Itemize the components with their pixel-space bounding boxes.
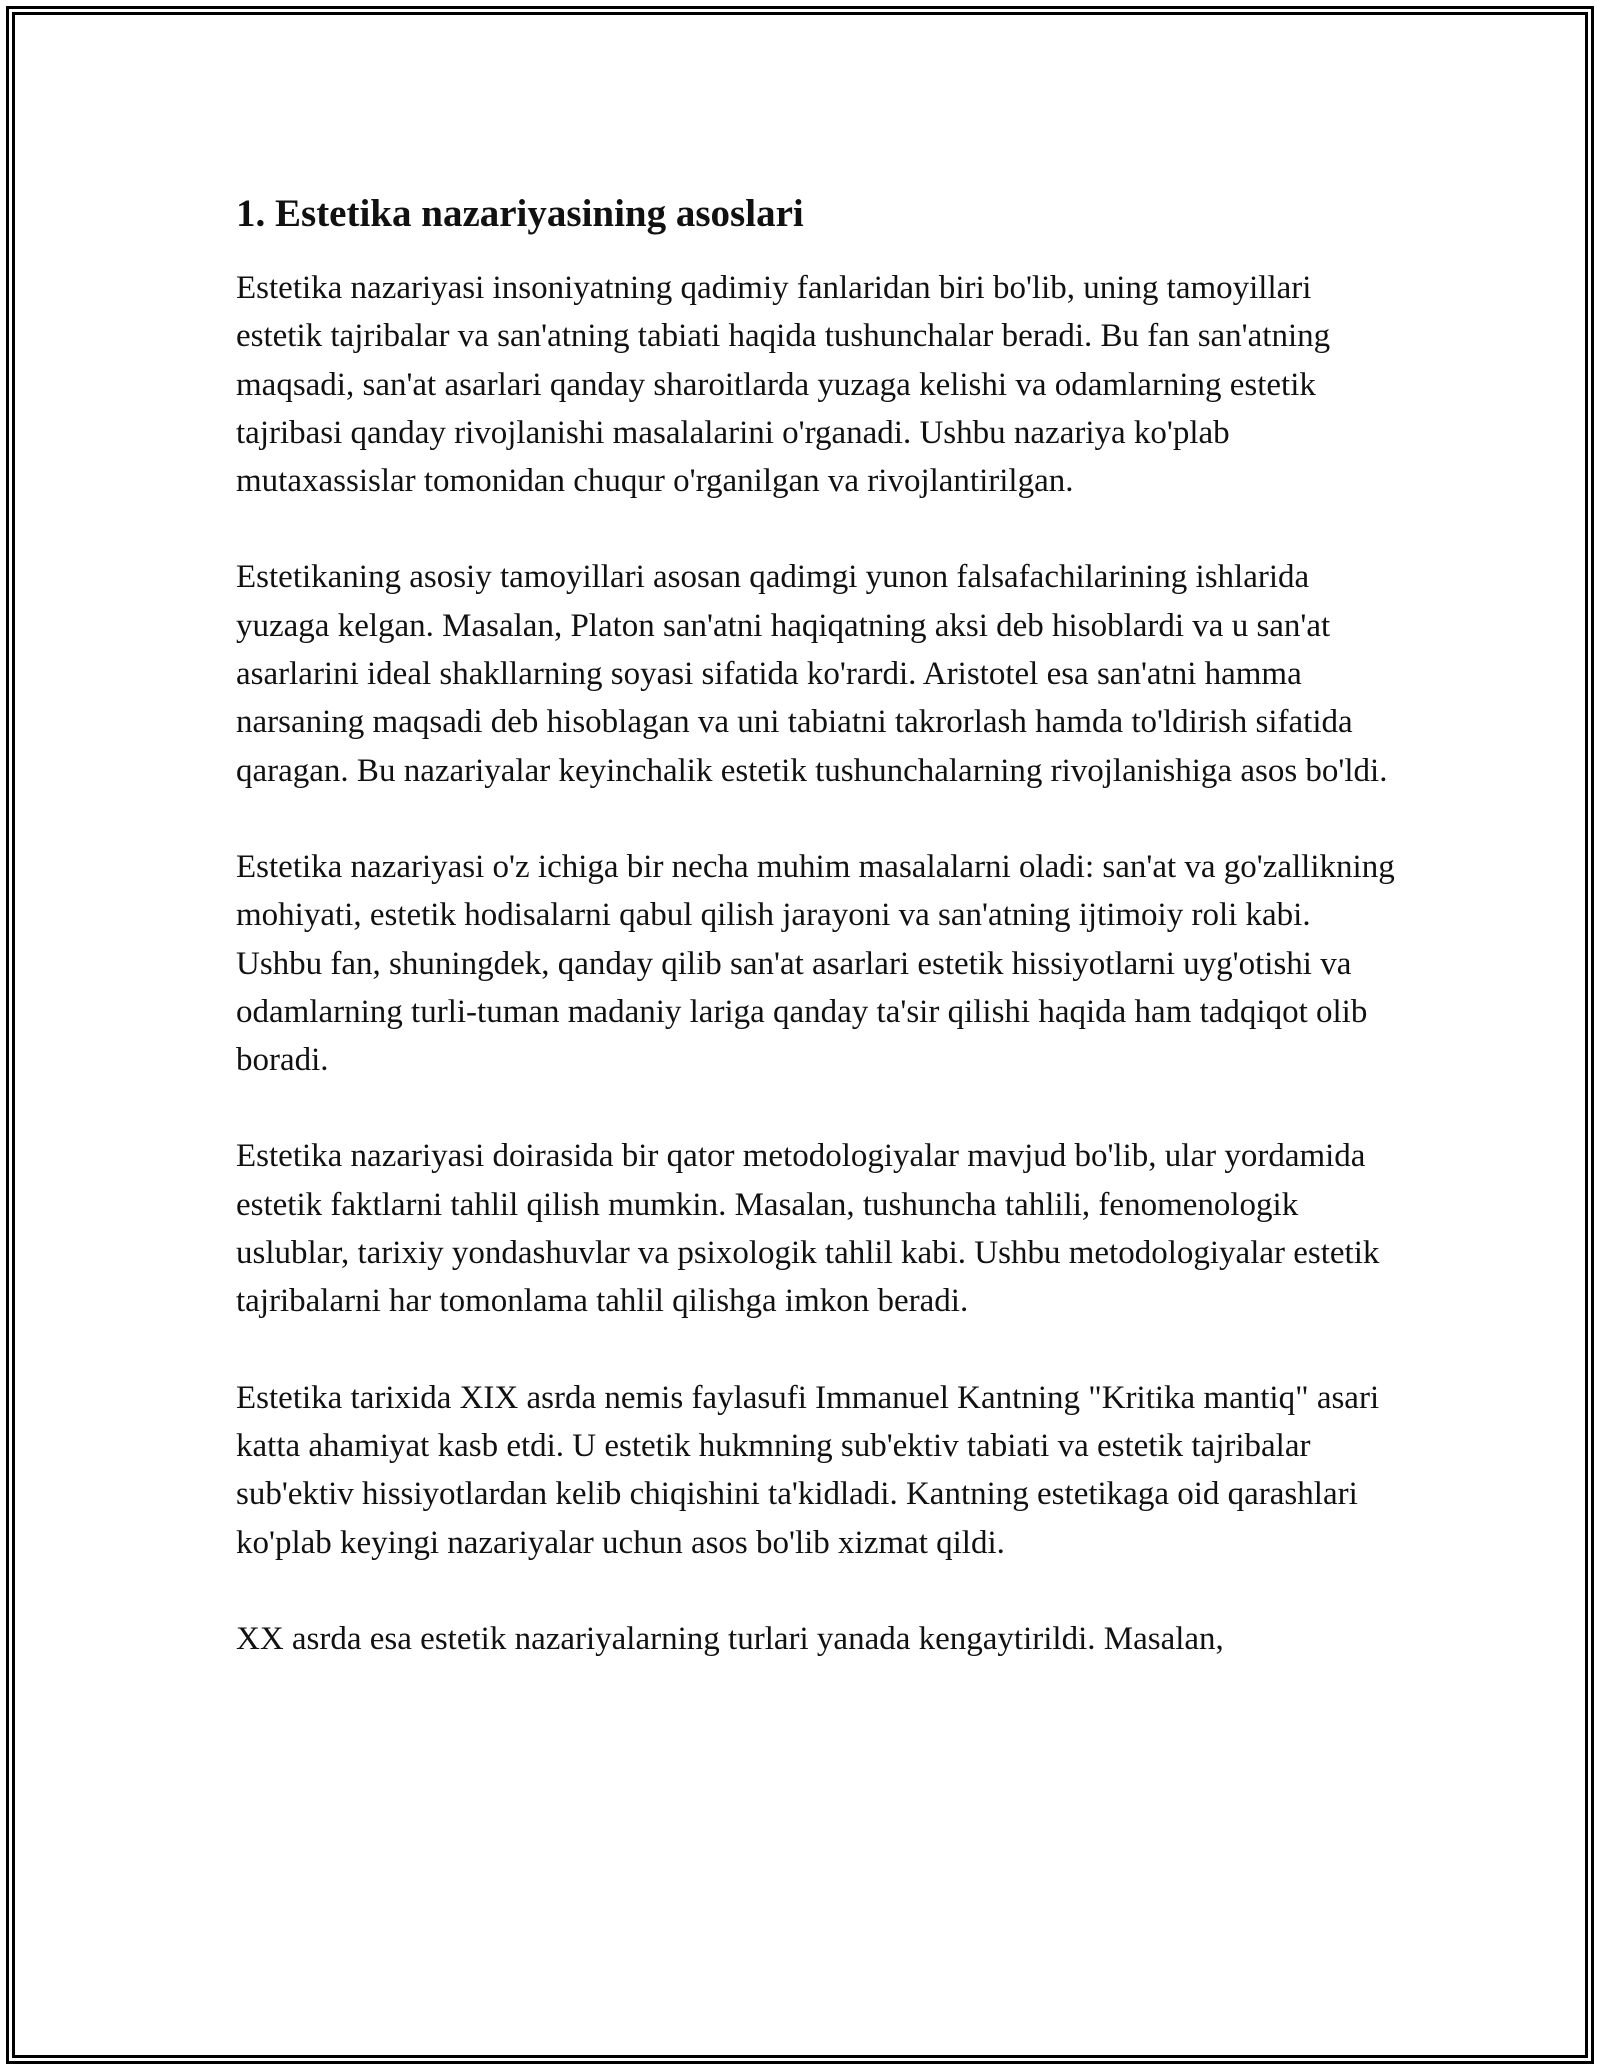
paragraph-1: Estetika nazariyasi insoniyatning qadimiy fanlaridan biri bo'lib, uning tamoyillari estetik tajribalar va san'atning tabiati haqida tushunchalar beradi. Bu fan san'atning maqsadi, san'at asarlari qanday sharoitlarda yuzaga kelishi va odamlarning estetik tajribasi qanday rivojlanishi masalalarini o'rganadi. Ushbu nazariya ko'plab mutaxassislar tomonidan chuqur o'rganilgan va rivojlantirilgan.: [236, 270, 1331, 500]
section-heading: 1. Estetika nazariyasining asoslari: [236, 192, 804, 235]
paragraph-5: Estetika tarixida XIX asrda nemis faylasufi Immanuel Kantning "Kritika mantiq" asari katta ahamiyat kasb etdi. U estetik hukmning sub'ektiv tabiati va estetik tajribalar sub'ektiv hissiyotlardan kelib chiqishini ta'kidladi. Kantning estetikaga oid qarashlari ko'plab keyingi nazariyalar uchun asos bo'lib xizmat qildi.: [236, 1379, 1380, 1561]
paragraph-2: Estetikaning asosiy tamoyillari asosan qadimgi yunon falsafachilarining ishlarida yuzaga kelgan. Masalan, Platon san'atni haqiqatning aksi deb hisoblardi va u san'at asarlarini ideal shakllarning soyasi sifatida ko'rardi. Aristotel esa san'atni hamma narsaning maqsadi deb hisoblagan va uni tabiatni takrorlash hamda to'ldirish sifatida qaragan. Bu nazariyalar keyinchalik estetik tushunchalarning rivojlanishiga asos bo'ldi.: [236, 559, 1388, 789]
paragraph-4: Estetika nazariyasi doirasida bir qator metodologiyalar mavjud bo'lib, ular yordamida estetik faktlarni tahlil qilish mumkin. Masalan, tushuncha tahlili, fenomenologik uslublar, tarixiy yondashuvlar va psixologik tahlil kabi. Ushbu metodologiyalar estetik tajribalarni har tomonlama tahlil qilishga imkon beradi.: [236, 1138, 1380, 1320]
document-content: [236, 186, 1396, 1663]
paragraph-3: Estetika nazariyasi o'z ichiga bir necha muhim masalalarni oladi: san'at va go'zallikning mohiyati, estetik hodisalarni qabul qilish jarayoni va san'atning ijtimoiy roli kabi. Ushbu fan, shuningdek, qanday qilib san'at asarlari estetik hissiyotlarni uyg'otishi va odamlarning turli-tuman madaniy lariga qanday ta'sir qilishi haqida ham tadqiqot olib boradi.: [236, 848, 1395, 1079]
paragraph-6: XX asrda esa estetik nazariyalarning turlari yanada kengaytirildi. Masalan,: [236, 1620, 1224, 1657]
